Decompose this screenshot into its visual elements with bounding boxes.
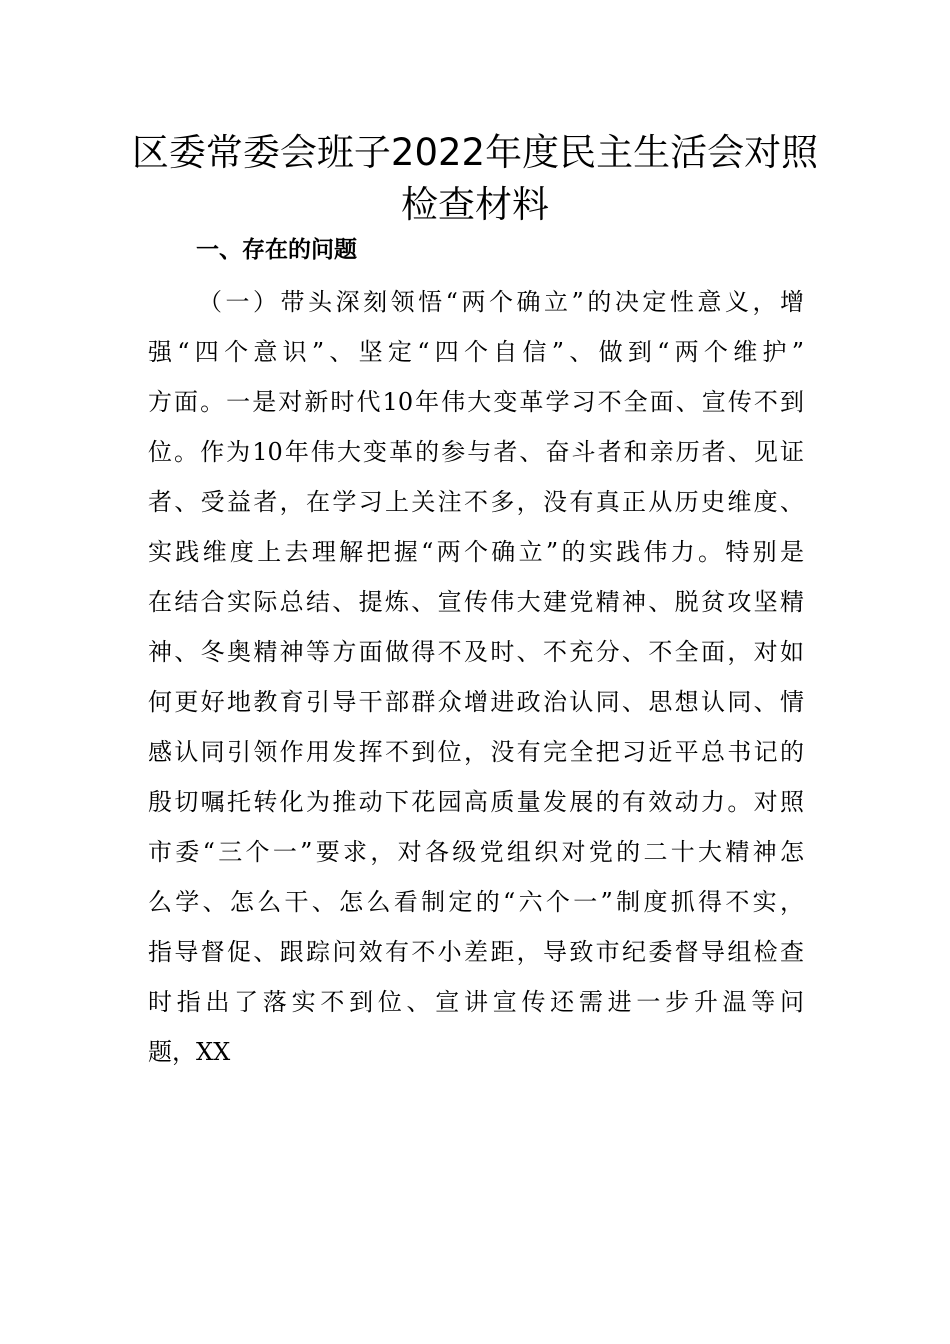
paragraph-line: 强“四个意识”、坚定“四个自信”、做到“两个维护”: [148, 338, 804, 366]
paragraph-line: 时指出了落实不到位、宣讲宣传还需进一步升温等问: [148, 988, 804, 1016]
paragraph-line: 殷切嘱托转化为推动下花园高质量发展的有效动力。对照: [148, 788, 804, 816]
paragraph-line: 指导督促、跟踪问效有不小差距，导致市纪委督导组检查: [148, 938, 804, 966]
paragraph-line: 方面。一是对新时代10年伟大变革学习不全面、宣传不到: [148, 388, 804, 416]
paragraph-line: 么学、怎么干、怎么看制定的“六个一”制度抓得不实，: [148, 888, 804, 916]
paragraph-line: 位。作为10年伟大变革的参与者、奋斗者和亲历者、见证: [148, 438, 804, 466]
paragraph-line: 感认同引领作用发挥不到位，没有完全把习近平总书记的: [148, 738, 804, 766]
document-title-line-2: 检查材料: [401, 183, 549, 226]
paragraph-line: 何更好地教育引导干部群众增进政治认同、思想认同、情: [148, 688, 804, 716]
paragraph-line: 实践维度上去理解把握“两个确立”的实践伟力。特别是: [148, 538, 804, 566]
paragraph-line: 市委“三个一”要求，对各级党组织对党的二十大精神怎: [148, 838, 804, 866]
paragraph-line-last: 题，XX: [148, 1038, 231, 1066]
paragraph-line: 神、冬奥精神等方面做得不及时、不充分、不全面，对如: [148, 638, 804, 666]
paragraph-line: （一）带头深刻领悟“两个确立”的决定性意义，增: [198, 288, 804, 316]
paragraph-line: 在结合实际总结、提炼、宣传伟大建党精神、脱贫攻坚精: [148, 588, 804, 616]
section-heading: 一、存在的问题: [196, 237, 357, 263]
document-title-line-1: 区委常委会班子2022年度民主生活会对照: [131, 131, 819, 174]
paragraph-line: 者、受益者，在学习上关注不多，没有真正从历史维度、: [148, 488, 804, 516]
